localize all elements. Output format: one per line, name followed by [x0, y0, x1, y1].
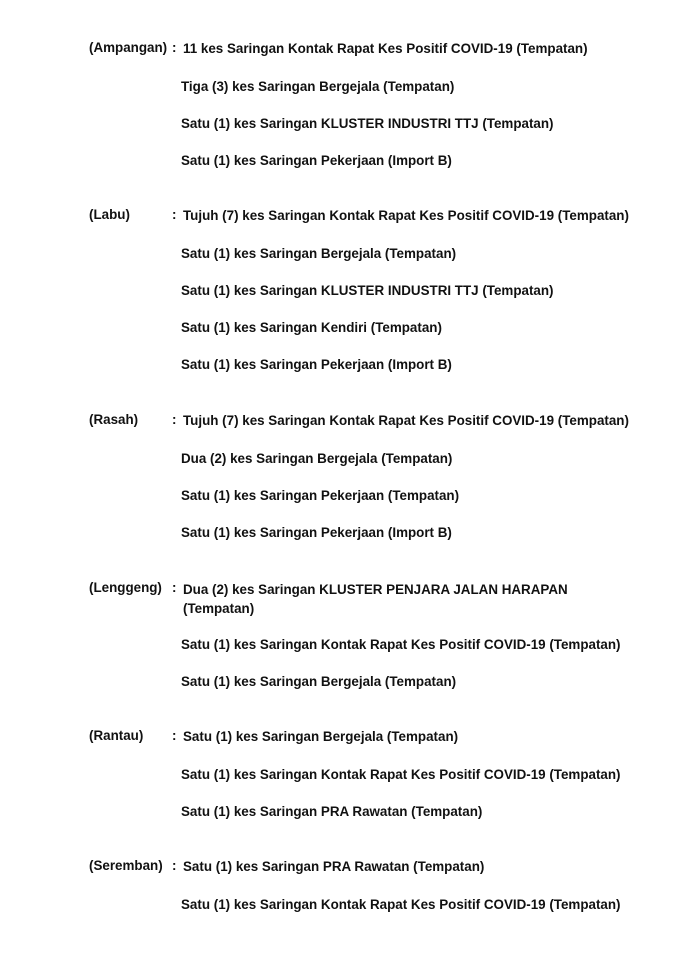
area-label: (Seremban) — [89, 858, 163, 873]
case-line: Tujuh (7) kes Saringan Kontak Rapat Kes Positif COVID-19 (Tempatan) — [183, 413, 629, 428]
case-line: Satu (1) kes Saringan Bergejala (Tempatan) — [181, 674, 457, 689]
case-line: Satu (1) kes Saringan KLUSTER INDUSTRI TTJ (Tempatan) — [181, 116, 554, 131]
case-line: Satu (1) kes Saringan KLUSTER INDUSTRI TTJ (Tempatan) — [181, 283, 554, 298]
area-label: (Rantau) — [89, 728, 144, 743]
case-line: Satu (1) kes Saringan Kontak Rapat Kes Positif COVID-19 (Tempatan) — [181, 897, 621, 912]
case-line: Satu (1) kes Saringan Bergejala (Tempatan) — [181, 246, 457, 261]
case-line: Satu (1) kes Saringan Kontak Rapat Kes Positif COVID-19 (Tempatan) — [181, 767, 621, 782]
case-line: Satu (1) kes Saringan PRA Rawatan (Tempatan) — [183, 859, 485, 874]
case-line: Satu (1) kes Saringan Kendiri (Tempatan) — [181, 320, 442, 335]
colon: : — [172, 207, 177, 222]
area-label: (Rasah) — [89, 412, 139, 427]
colon: : — [172, 580, 177, 595]
colon: : — [172, 40, 177, 55]
case-line: Satu (1) kes Saringan Pekerjaan (Import B) — [181, 153, 452, 168]
case-line: Satu (1) kes Saringan Bergejala (Tempatan) — [183, 729, 459, 744]
case-line: Satu (1) kes Saringan Pekerjaan (Import B) — [181, 357, 452, 372]
colon: : — [172, 858, 177, 873]
case-line: Satu (1) kes Saringan PRA Rawatan (Tempatan) — [181, 804, 483, 819]
colon: : — [172, 728, 177, 743]
case-line: Satu (1) kes Saringan Pekerjaan (Import B) — [181, 525, 452, 540]
case-line: Satu (1) kes Saringan Kontak Rapat Kes Positif COVID-19 (Tempatan) — [181, 637, 621, 652]
case-line: Tujuh (7) kes Saringan Kontak Rapat Kes Positif COVID-19 (Tempatan) — [183, 208, 629, 223]
area-label: (Ampangan) — [89, 40, 168, 55]
colon: : — [172, 412, 177, 427]
case-line: Dua (2) kes Saringan Bergejala (Tempatan) — [181, 451, 453, 466]
case-line: Satu (1) kes Saringan Pekerjaan (Tempatan) — [181, 488, 460, 503]
case-line: Tiga (3) kes Saringan Bergejala (Tempatan) — [181, 79, 455, 94]
case-line: 11 kes Saringan Kontak Rapat Kes Positif COVID-19 (Tempatan) — [183, 41, 588, 56]
area-label: (Lenggeng) — [89, 580, 162, 595]
case-line: Dua (2) kes Saringan KLUSTER PENJARA JALAN HARAPAN (Tempatan) — [183, 582, 568, 616]
area-label: (Labu) — [89, 207, 130, 222]
